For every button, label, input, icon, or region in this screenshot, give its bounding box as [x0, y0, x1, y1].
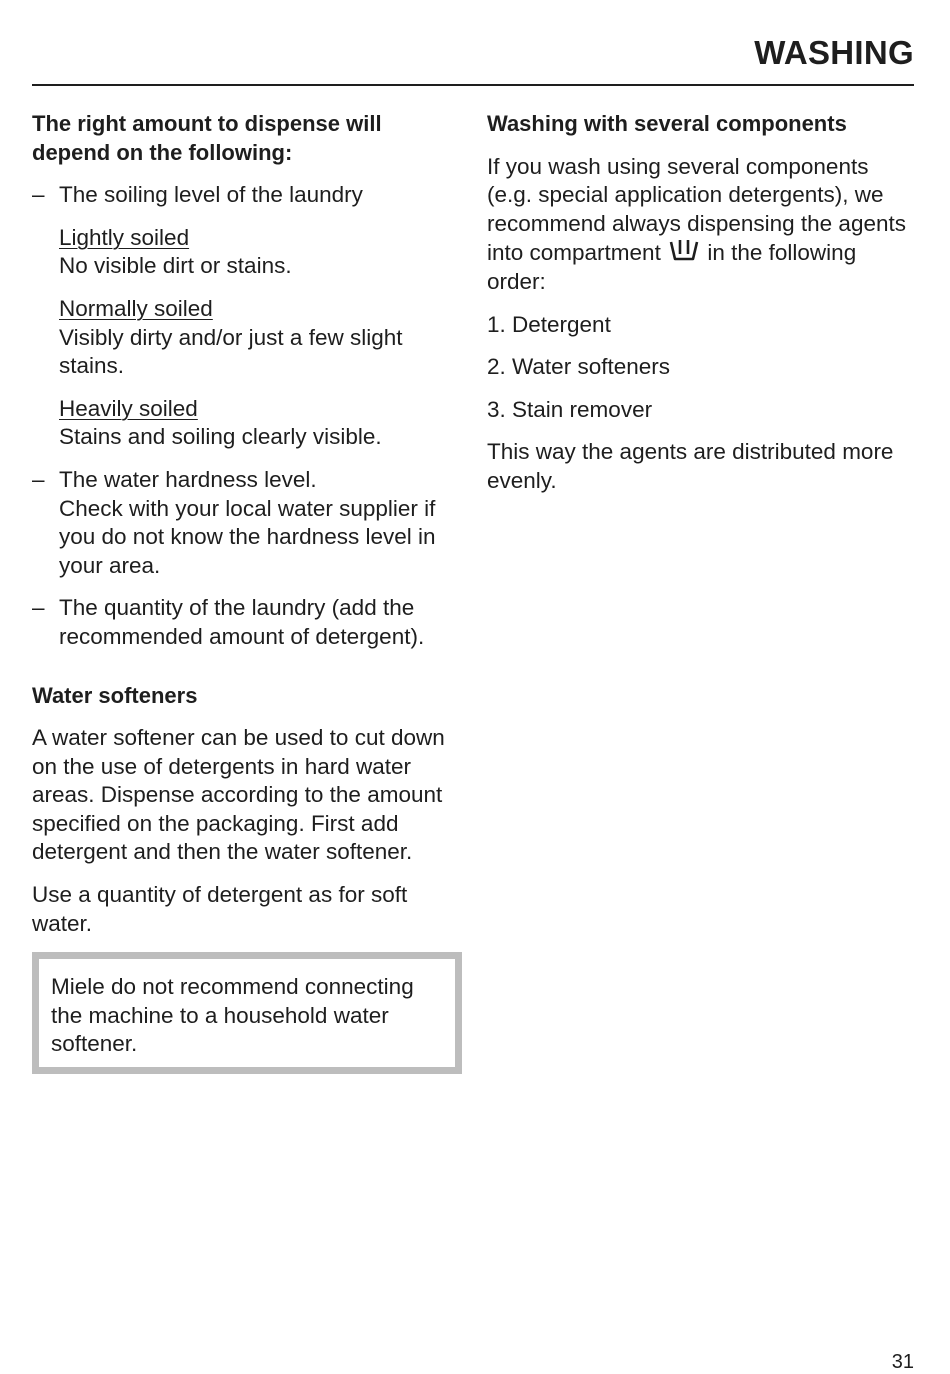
soiling-label: Heavily soiled: [59, 395, 198, 421]
step-2: 2. Water softeners: [487, 354, 670, 380]
components-intro: [487, 153, 917, 297]
list-item-quantity: [32, 594, 462, 651]
section-title: WASHING: [754, 34, 914, 71]
list-item-text-detail: Check with your local water supplier if you do not know the hardness level in your area.: [59, 495, 436, 578]
note-text: Miele do not recommend connecting the machine to a household water softener.: [51, 974, 414, 1057]
step-1: 1. Detergent: [487, 311, 611, 337]
dash-bullet: –: [32, 182, 45, 208]
components-heading: Washing with several components: [487, 111, 847, 136]
list-item-hardness: [32, 466, 462, 580]
soiling-label: Lightly soiled: [59, 224, 190, 250]
main-wash-compartment-icon: [669, 238, 699, 262]
soiling-desc: Stains and soiling clearly visible.: [59, 424, 382, 450]
list-item-text: The quantity of the laundry (add the recommended amount of detergent).: [59, 595, 425, 649]
intro-text: If you wash using several components (e.g. special application detergents), we recommend always dispensing the agents into compartment: [487, 153, 906, 266]
soiling-normally: [59, 295, 462, 381]
page-header: [32, 30, 914, 86]
softeners-heading: Water softeners: [32, 682, 198, 708]
intro-text-end: in the following order:: [487, 240, 857, 294]
list-item-soiling: [32, 181, 462, 210]
soiling-lightly: [59, 224, 462, 281]
dash-bullet: –: [32, 466, 45, 492]
page-number: 31: [891, 1351, 914, 1373]
right-column: [487, 110, 917, 510]
left-column: [32, 110, 462, 1074]
dispense-heading: The right amount to dispense will depend on the following:: [32, 111, 382, 165]
softeners-paragraph: A water softener can be used to cut down on the use of detergents in hard water areas. Dispense according to the amount specified on the packaging. First add detergent and then the water softener.: [32, 725, 445, 865]
list-item-text: The soiling level of the laundry: [59, 182, 363, 208]
step-3: 3. Stain remover: [487, 396, 653, 422]
soiling-label: Normally soiled: [59, 295, 213, 321]
softeners-paragraph-2: Use a quantity of detergent as for soft water.: [32, 882, 408, 936]
soiling-heavily: [59, 395, 462, 452]
dash-bullet: –: [32, 595, 45, 621]
soiling-desc: No visible dirt or stains.: [59, 253, 292, 279]
soiling-desc: Visibly dirty and/or just a few slight stains.: [59, 324, 403, 379]
list-item-text: The water hardness level.: [59, 466, 317, 492]
note-box: [32, 952, 462, 1074]
closing-paragraph: This way the agents are distributed more evenly.: [487, 439, 894, 493]
